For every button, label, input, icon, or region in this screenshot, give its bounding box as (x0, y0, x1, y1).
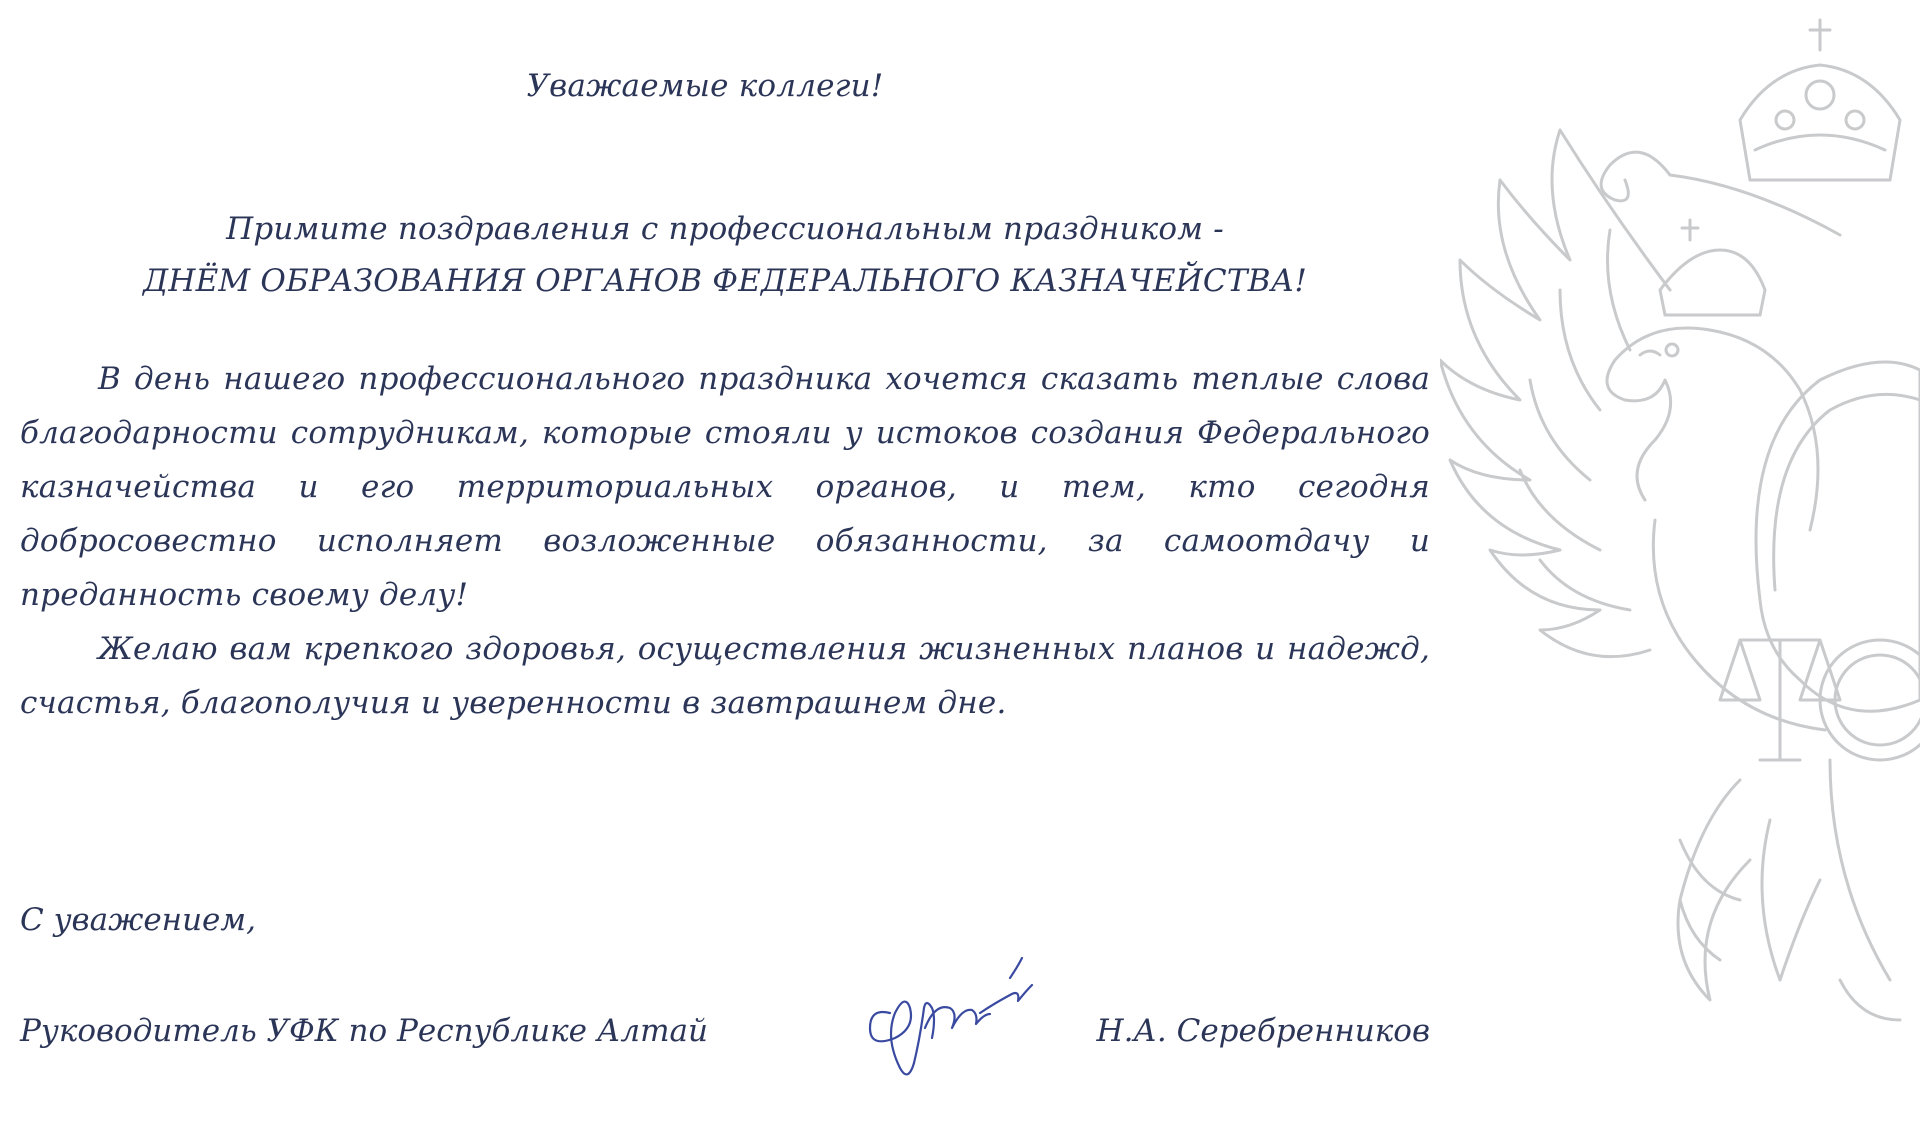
greeting-heading: Уважаемые коллеги! (526, 68, 884, 104)
congratulations-block (20, 203, 1430, 307)
eagle-emblem-watermark (1440, 0, 1920, 1144)
congratulations-line: Примите поздравления с профессиональным праздником - (226, 211, 1224, 247)
closing-phrase: С уважением, (20, 902, 256, 938)
holiday-title: ДНЁМ ОБРАЗОВАНИЯ ОРГАНОВ ФЕДЕРАЛЬНОГО КАЗНАЧЕЙСТВА! (142, 263, 1308, 299)
letter-text (20, 352, 1430, 730)
letter-body (20, 0, 1430, 1144)
paragraph-gratitude: В день нашего профессионального праздника хочется сказать теплые слова благодарности сотрудникам, которые стояли у истоков создания Федерального казначейства и его территориальных органов, и тем, кто сегодня добросовестно исполняет возложенные обязанности, за самоотдачу и преданность своему делу! (20, 361, 1430, 613)
handwritten-signature-icon (850, 943, 1050, 1083)
signer-position: Руководитель УФК по Республике Алтай (20, 1013, 708, 1049)
paragraph-wishes: Желаю вам крепкого здоровья, осуществления жизненных планов и надежд, счастья, благополучия и уверенности в завтрашнем дне. (20, 631, 1430, 721)
signature-block (20, 1013, 1430, 1073)
signer-name: Н.А. Серебренников (1096, 1013, 1430, 1049)
